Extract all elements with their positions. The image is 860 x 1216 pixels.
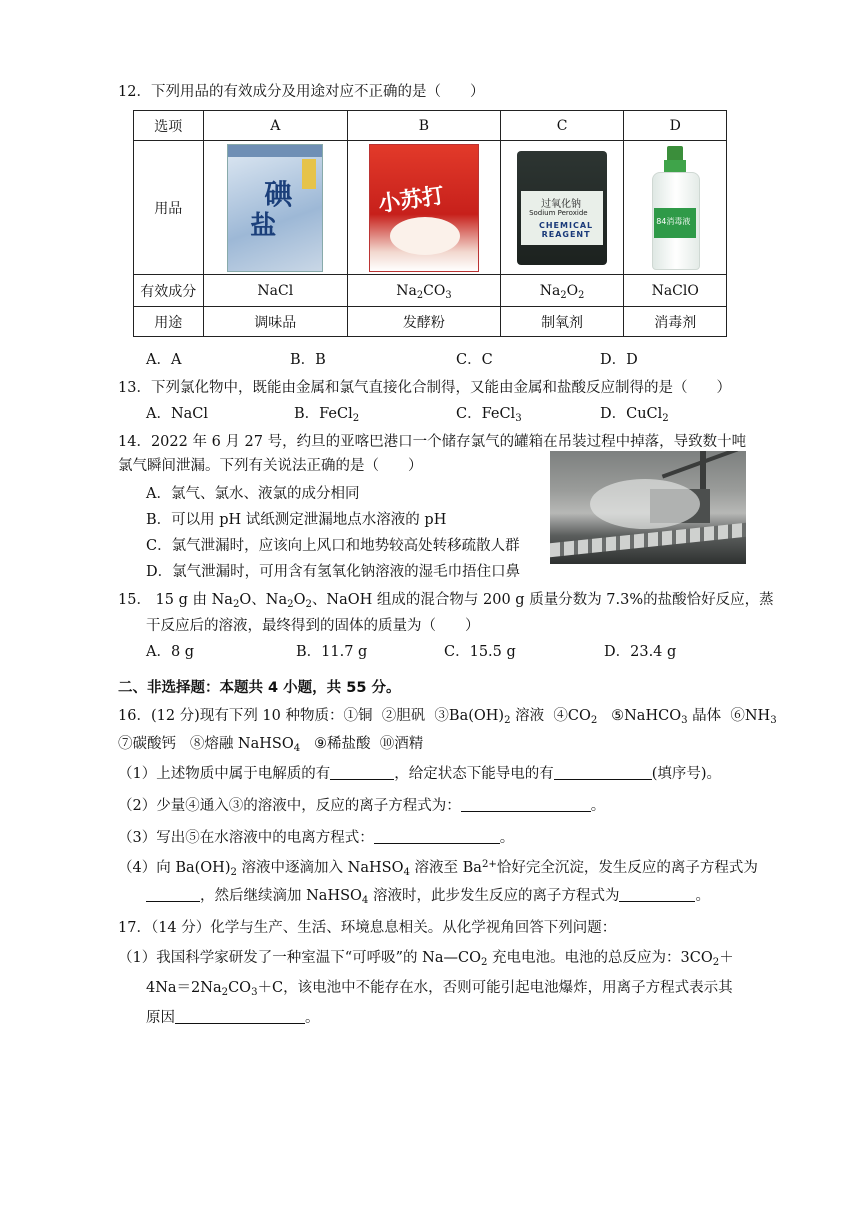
q17-part1-text-e: 。 — [305, 1010, 320, 1026]
component-cell: NaCl — [203, 275, 348, 307]
q15-stem-line2: 干反应后的溶液，最终得到的固体的质量为（ ） — [146, 618, 480, 634]
q17-part1-line3 — [146, 1008, 320, 1028]
table-header-cell: 选项 — [134, 111, 204, 141]
q13-option-c: C．FeCl$_3$ — [456, 406, 522, 424]
q16-part3-text-a: （3）写出⑤在水溶液中的电离方程式： — [118, 830, 374, 846]
q14-stem-line2: 氯气瞬间泄漏。下列有关说法正确的是（ ） — [118, 458, 423, 474]
q15-option-b: B．11.7 g — [296, 644, 368, 660]
q16-part4-line1: （4）向 $Ba(OH)_2$ 溶液中逐滴加入 NaHSO$_4$ 溶液至 $Ba^{2+}$恰好完全沉淀，发生反应的离子方程式为 — [118, 859, 758, 878]
q16-part4-text-b: ，然后继续滴加 NaHSO$_4$ 溶液时，此步发生反应的离子方程式为 — [200, 888, 620, 906]
subscript: 2 — [712, 957, 720, 968]
use-cell: 制氧剂 — [500, 307, 624, 337]
q13-option-d: D．CuCl$_2$ — [600, 406, 669, 424]
q12-option-c: C．C — [456, 352, 493, 368]
q17-part1-text-c: ＋ — [719, 950, 734, 966]
product-d-cell — [624, 141, 727, 275]
q12-option-a: A．A — [146, 352, 182, 368]
q17-part1-line2: $4Na=2Na_2CO_3+C$，该电池中不能存在水，否则可能引起电池爆炸，用离子方程式表示其 — [146, 980, 733, 998]
table-header-cell: D — [624, 111, 727, 141]
chlorine-leak-photo — [550, 451, 746, 564]
jar-label-cn: 过氧化钠 — [541, 198, 582, 210]
table-header-cell: B — [348, 111, 501, 141]
answer-blank[interactable] — [374, 829, 500, 844]
q12-option-b: B．B — [290, 352, 326, 368]
q16-part1 — [118, 764, 721, 784]
answer-blank[interactable] — [175, 1009, 305, 1024]
q14-option-a: A．氯气、氯水、液氯的成分相同 — [146, 486, 360, 502]
q16-part3-text-b: 。 — [499, 830, 515, 846]
q14-option-d: D．氯气泄漏时，可用含有氢氧化钠溶液的湿毛巾捂住口鼻 — [146, 564, 521, 580]
row-label-use: 用途 — [134, 307, 204, 337]
q16-part2-text-a: （2）少量④通入③的溶液中，反应的离子方程式为： — [118, 798, 461, 814]
iodized-salt-image — [227, 144, 323, 272]
package-tag — [302, 159, 316, 189]
baking-soda-image — [369, 144, 479, 272]
table-header-cell: A — [203, 111, 348, 141]
q14-option-c: C．氯气泄漏时，应该向上风口和地势较高处转移疏散人群 — [146, 538, 520, 554]
q13-stem: 13．下列氯化物中，既能由金属和氯气直接化合制得，又能由金属和盐酸反应制得的是（ ） — [118, 380, 731, 396]
soda-label: 小苏打 — [376, 182, 446, 217]
gas-cloud — [590, 479, 700, 529]
q13-option-a: A．NaCl — [146, 406, 209, 422]
q15-stem-line1: 15． 15 g 由 $Na_2O$、$Na_2O_2$、NaOH 组成的混合物与 200 g 质量分数为 7.3%的盐酸恰好反应，蒸 — [118, 592, 774, 610]
use-cell: 发酵粉 — [348, 307, 501, 337]
answer-blank[interactable] — [461, 797, 591, 812]
jar-label-reagent: CHEMICAL REAGENT — [538, 220, 594, 239]
bottle-label-text: 84消毒液 — [656, 216, 691, 226]
q14-stem-line1: 14．2022 年 6 月 27 号，约旦的亚喀巴港口一个储存氯气的罐箱在吊装过程中掉落，导致数十吨 — [118, 434, 747, 450]
product-c-cell — [500, 141, 624, 275]
q13-option-b: B．FeCl$_2$ — [294, 406, 360, 424]
q17-part1-text-d: 原因 — [146, 1010, 175, 1026]
answer-blank[interactable] — [146, 887, 200, 902]
subscript: 2 — [480, 957, 488, 968]
q17-stem: 17．（14 分）化学与生产、生活、环境息息相关。从化学视角回答下列问题： — [118, 920, 617, 936]
q16-part1-text-a: （1）上述物质中属于电解质的有 — [118, 766, 331, 782]
answer-blank[interactable] — [330, 765, 394, 780]
answer-blank[interactable] — [554, 765, 652, 780]
q12-option-d: D．D — [600, 352, 638, 368]
answer-blank[interactable] — [619, 887, 695, 902]
q12-stem: 12．下列用品的有效成分及用途对应不正确的是（ ） — [118, 84, 485, 100]
q15-option-c: C．15.5 g — [444, 644, 516, 660]
q16-part4-line2 — [146, 886, 710, 906]
row-label-item: 用品 — [134, 141, 204, 275]
q17-part1-text-a: （1）我国科学家研发了一种室温下“可呼吸”的 Na—CO — [118, 950, 481, 966]
row-label-component: 有效成分 — [134, 275, 204, 307]
product-a-cell — [203, 141, 348, 275]
q12-table — [133, 110, 727, 337]
package-window — [390, 217, 460, 255]
component-cell: NaClO — [624, 275, 727, 307]
q14-option-b: B．可以用 pH 试纸测定泄漏地点水溶液的 pH — [146, 512, 447, 528]
component-cell: $Na_2CO_3$ — [348, 275, 501, 307]
q16-stem-line2: ⑦碳酸钙 ⑧熔融 NaHSO$_4$ ⑨稀盐酸 ⑩酒精 — [118, 736, 424, 754]
q17-part1-line1 — [118, 948, 734, 968]
q16-part1-text-b: ，给定状态下能导电的有 — [394, 766, 554, 782]
q15-option-d: D．23.4 g — [604, 644, 677, 660]
q15-option-a: A．8 g — [146, 644, 195, 660]
salt-char-1: 碘 — [264, 177, 293, 211]
product-b-cell — [348, 141, 501, 275]
q16-part2 — [118, 796, 605, 816]
section-title: 二、非选择题：本题共 4 小题，共 55 分。 — [118, 680, 401, 696]
use-cell: 消毒剂 — [624, 307, 727, 337]
q16-part1-text-c: (填序号)。 — [651, 766, 722, 782]
q16-part2-text-b: 。 — [590, 798, 606, 814]
disinfectant-bottle-image — [650, 146, 700, 270]
q16-part3 — [118, 828, 514, 848]
package-stripe — [228, 145, 322, 157]
q17-part1-text-b: 充电电池。电池的总反应为：3CO — [487, 950, 713, 966]
jar-label-en: Sodium Peroxide — [529, 208, 588, 217]
use-cell: 调味品 — [203, 307, 348, 337]
q16-stem-line1: 16．(12 分)现有下列 10 种物质：①铜 ②胆矾 $③Ba(OH)_2$ 溶液 $④CO_2$ ⑤NaHCO$_3$ 晶体 $⑥NH_3$ — [118, 708, 777, 726]
q16-part4-text-c: 。 — [695, 888, 710, 904]
component-cell: $Na_2O_2$ — [500, 275, 624, 307]
salt-char-2: 盐 — [250, 210, 277, 241]
table-header-cell: C — [500, 111, 624, 141]
sodium-peroxide-jar-image — [517, 151, 607, 265]
